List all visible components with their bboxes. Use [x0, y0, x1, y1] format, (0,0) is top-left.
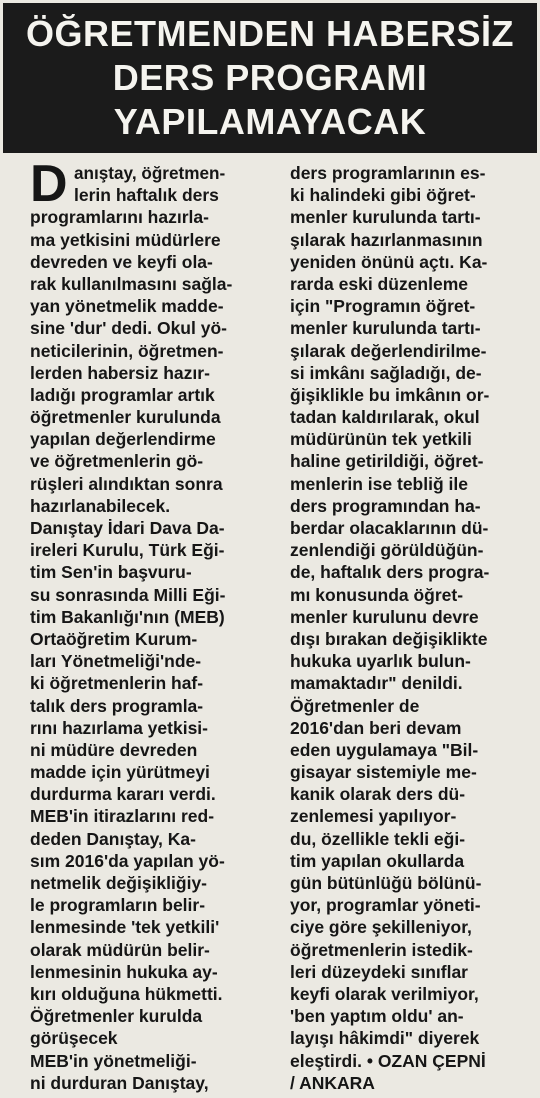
article-text-line: ni durduran Danıştay,: [30, 1072, 209, 1093]
article-text-line: müdürünün tek yetkili: [290, 429, 472, 450]
article-text-line: netmelik değişikliğiy-: [30, 873, 207, 893]
article-text-line: ki halindeki gibi öğret-: [290, 185, 476, 206]
article-text-line: öğretmenler kurulunda: [30, 407, 221, 428]
article-text-line: menlerin ise tebliğ ile: [290, 473, 468, 494]
article-text-line: haline getirildiği, öğret-: [290, 451, 484, 472]
article-text-line: zenlendiği görüldüğün-: [290, 540, 484, 561]
article-text-line: olarak müdürün belir-: [30, 939, 210, 960]
article-text-line: kanik olarak ders dü-: [290, 784, 466, 805]
article-text-line: gisayar sistemiyle me-: [290, 762, 477, 783]
article-text-line: eleştirdi. • OZAN ÇEPNİ: [290, 1050, 486, 1071]
article-text-line: ireleri Kurulu, Türk Eği-: [30, 540, 225, 561]
article-text-line: ğişiklikle bu imkânın or-: [290, 384, 490, 405]
article-text-line: ni müdüre devreden: [30, 739, 198, 760]
article-text-line: MEB'in yönetmeliği-: [30, 1050, 197, 1071]
article-text-line: neticilerinin, öğretmen-: [30, 340, 224, 361]
article-text-line: eden uygulamaya "Bil-: [290, 739, 479, 760]
article-text-line: lenmesinin hukuka ay-: [30, 961, 218, 982]
article-text-line: tim Sen'in başvuru-: [30, 562, 192, 583]
article-text-line: lenmesinde 'tek yetkili': [30, 917, 220, 938]
article-text-line: ders programından ha-: [290, 495, 481, 516]
article-text-line: leri düzeydeki sınıflar: [290, 961, 468, 982]
article-text-line: kırı olduğuna hükmetti.: [30, 983, 223, 1004]
article-text-line: ladığı programlar artık: [30, 384, 215, 405]
article-body: [30, 155, 528, 1093]
article-text-line: Öğretmenler kurulda: [30, 1006, 203, 1027]
article-text-line: hukuka uyarlık bulun-: [290, 651, 471, 672]
article-text-line: lerden habersiz hazır-: [30, 362, 210, 383]
article-text-line: ve öğretmenlerin gö-: [30, 451, 204, 472]
headline-line-3: YAPILAMAYACAK: [113, 101, 427, 142]
article-text-line: mamaktadır" denildi.: [290, 673, 463, 694]
article-text-line: de, haftalık ders progra-: [290, 562, 490, 583]
article-text-line: tim yapılan okullarda: [290, 850, 465, 871]
article-text-line: menler kurulunda tartı-: [290, 318, 481, 339]
article-text-line: rarda eski düzenleme: [290, 273, 468, 294]
article-text-line: devreden ve keyfi ola-: [30, 251, 213, 272]
article-text-line: le programların belir-: [30, 895, 206, 916]
article-text-line: gün bütünlüğü bölünü-: [290, 873, 482, 893]
article-text-line: anıştay, öğretmen-: [73, 163, 226, 183]
article-text-line: rak kullanılmasını sağla-: [30, 273, 233, 294]
headline-line-1: ÖĞRETMENDEN HABERSİZ: [25, 13, 515, 54]
article-text-line: ma yetkisini müdürlere: [30, 229, 221, 250]
article-text-line: şılarak hazırlanmasının: [290, 229, 483, 250]
article-text-line: şılarak değerlendirilme-: [290, 340, 487, 361]
article-text-line: layışı hâkimdi" diyerek: [290, 1028, 480, 1049]
article-text-line: berdar olacaklarının dü-: [290, 518, 489, 538]
article-text-line: hazırlanabilecek.: [30, 495, 171, 516]
article-text-line: menler kurulunu devre: [290, 606, 479, 627]
article-text-line: yor, programlar yöneti-: [290, 895, 481, 916]
article-text-line: dışı bırakan değişiklikte: [290, 628, 488, 649]
article-text-line: zenlemesi yapılıyor-: [290, 806, 457, 827]
article-text-line: du, özellikle tekli eği-: [290, 828, 466, 849]
article-text-line: / ANKARA: [290, 1072, 375, 1093]
article-text-line: ları Yönetmeliği'nde-: [30, 651, 202, 672]
article-text-line: programlarını hazırla-: [30, 207, 209, 228]
article-text-line: deden Danıştay, Ka-: [30, 828, 196, 849]
article-text-line: madde için yürütmeyi: [30, 762, 210, 783]
article-column-right: [290, 162, 528, 1092]
article-text-line: mı konusunda öğret-: [290, 584, 464, 605]
article-text-line: su sonrasında Milli Eği-: [30, 584, 226, 605]
article-text-line: yapılan değerlendirme: [30, 429, 216, 450]
article-text-line: yan yönetmelik madde-: [30, 296, 224, 317]
dropcap-letter: D: [30, 155, 68, 213]
article-text-line: Danıştay İdari Dava Da-: [30, 518, 225, 538]
article-text-line: 'ben yaptım oldu' an-: [290, 1006, 464, 1027]
article-text-line: menler kurulunda tartı-: [290, 207, 481, 228]
article-text-line: yeniden önünü açtı. Ka-: [290, 251, 488, 272]
article-text-line: keyfi olarak verilmiyor,: [290, 983, 479, 1004]
article-text-line: öğretmenlerin istedik-: [290, 939, 473, 960]
article-column-left: [30, 155, 268, 1093]
article-text-line: durdurma kararı verdi.: [30, 784, 216, 805]
article-text-line: 2016'dan beri devam: [290, 717, 462, 738]
article-text-line: tadan kaldırılarak, okul: [290, 407, 480, 428]
headline-banner: [3, 3, 537, 153]
headline-line-2: DERS PROGRAMI: [112, 57, 428, 98]
article-text-line: sine 'dur' dedi. Okul yö-: [30, 318, 227, 339]
article-text-line: tim Bakanlığı'nın (MEB): [30, 606, 225, 627]
article-text-line: görüşecek: [30, 1028, 118, 1049]
article-text-line: lerin haftalık ders: [74, 185, 219, 206]
article-text-line: ders programlarının es-: [290, 163, 486, 183]
article-text-line: si imkânı sağladığı, de-: [290, 362, 482, 383]
article-text-line: ki öğretmenlerin haf-: [30, 673, 204, 694]
article-text-line: ciye göre şekilleniyor,: [290, 917, 472, 938]
article-text-line: rüşleri alındıktan sonra: [30, 473, 223, 494]
article-text-line: sım 2016'da yapılan yö-: [30, 850, 225, 871]
article-text-line: için "Programın öğret-: [290, 296, 476, 317]
article-text-line: Ortaöğretim Kurum-: [30, 628, 198, 649]
article-text-line: rını hazırlama yetkisi-: [30, 717, 208, 738]
article-text-line: talık ders programla-: [30, 695, 204, 716]
article-text-line: MEB'in itirazlarını red-: [30, 806, 215, 827]
article-text-line: Öğretmenler de: [290, 695, 420, 716]
